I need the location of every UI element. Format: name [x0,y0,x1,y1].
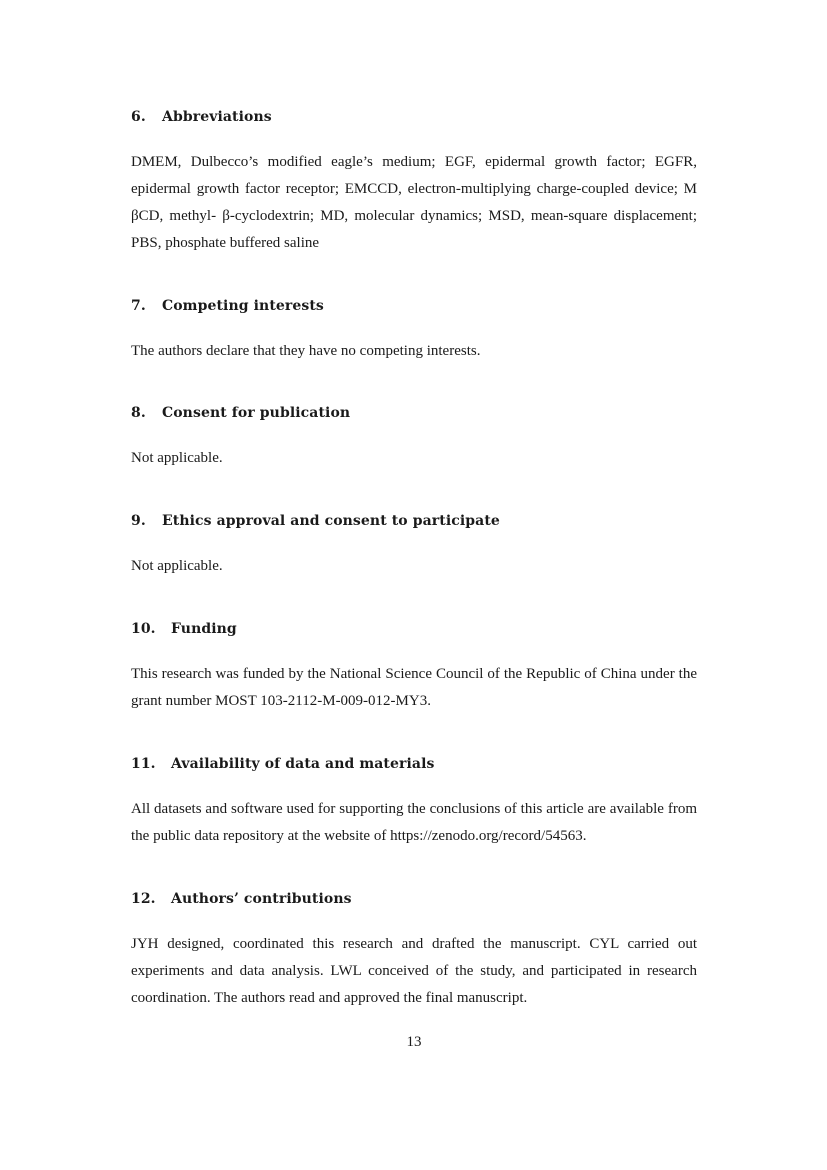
section-heading-funding [131,621,237,637]
competing-interests-text: The authors declare that they have no competing interests. [131,343,481,359]
ethics-approval-text: Not applicable. [131,558,223,574]
section-number: 6. [131,109,146,125]
section-title: Funding [171,621,237,637]
section-title: Authors’ contributions [171,891,352,907]
section-heading-abbreviations [131,109,272,125]
section-title: Competing interests [162,298,324,314]
section-title: Ethics approval and consent to participate [162,513,500,529]
availability-text: All datasets and software used for supporting the conclusions of this article are available from the public data repository at the website of https://zenodo.org/record/54563. [131,801,697,844]
section-heading-availability [131,756,434,772]
section-number: 7. [131,298,146,314]
consent-for-publication-text: Not applicable. [131,450,223,466]
section-heading-authors-contributions [131,891,352,907]
section-number: 9. [131,513,146,529]
section-heading-competing-interests [131,298,324,314]
section-heading-ethics-approval [131,513,500,529]
section-heading-consent-for-publication [131,405,350,421]
section-title: Abbreviations [162,109,272,125]
funding-text: This research was funded by the National Science Council of the Republic of China under the grant number MOST 103-2112-M-009-012-MY3. [131,666,697,709]
authors-contributions-text: JYH designed, coordinated this research and drafted the manuscript. CYL carried out experiments and data analysis. LWL conceived of the study, and participated in research coordination. The authors read and approved the final manuscript. [131,936,697,1006]
page-number: 13 [406,1034,422,1050]
section-title: Consent for publication [162,405,351,421]
section-number: 12. [131,891,156,907]
section-number: 11. [131,756,156,772]
section-title: Availability of data and materials [171,756,435,772]
section-number: 10. [131,621,156,637]
abbreviations-text: DMEM, Dulbecco’s modified eagle’s medium; EGF, epidermal growth factor; EGFR, epidermal growth factor receptor; EMCCD, electron-multiplying charge-coupled device; M βCD, methyl- β-cyclodextrin; MD, molecular dynamics; MSD, mean-square displacement; PBS, phosphate buffered saline [131,154,697,251]
section-number: 8. [131,405,146,421]
